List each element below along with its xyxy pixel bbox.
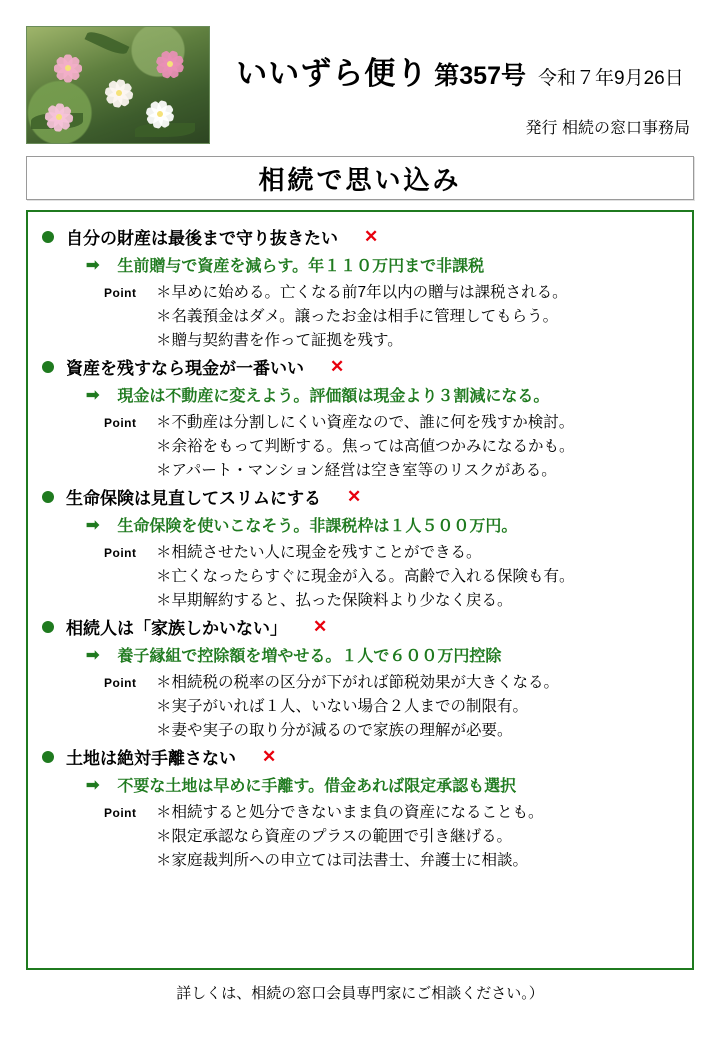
headline-text: 相続で思い込み — [258, 164, 462, 195]
point-row — [104, 694, 678, 716]
publisher-line: 発行 相続の窓口事務局 — [525, 120, 690, 137]
point-text: ＊余裕をもって判断する。焦っては高値つかみになるかも。 — [156, 438, 575, 455]
cross-mark-icon: ✕ — [313, 616, 328, 636]
arrow-right-icon: ➡ — [86, 776, 100, 794]
point-row — [104, 280, 678, 302]
topic-title: 自分の財産は最後まで守り抜きたい — [66, 229, 338, 248]
point-text: ＊贈与契約書を作って証拠を残す。 — [156, 332, 403, 349]
arrow-right-icon: ➡ — [86, 516, 100, 534]
point-row — [104, 718, 678, 740]
arrow-right-icon: ➡ — [86, 386, 100, 404]
arrow-right-icon: ➡ — [86, 646, 100, 664]
topic-item — [42, 744, 678, 870]
topic-advice — [42, 643, 678, 666]
point-row — [104, 304, 678, 326]
point-text: ＊早めに始める。亡くなる前7年以内の贈与は課税される。 — [156, 284, 568, 301]
newsletter-header — [26, 26, 694, 144]
topic-title: 資産を残すなら現金が一番いい — [66, 359, 304, 378]
point-row — [104, 564, 678, 586]
point-text: ＊相続税の税率の区分が下がれば節税効果が大きくなる。 — [156, 674, 560, 691]
point-row — [104, 328, 678, 350]
point-text: ＊アパート・マンション経営は空き室等のリスクがある。 — [156, 462, 557, 479]
bullet-icon — [42, 621, 54, 633]
topic-heading — [42, 224, 678, 249]
topic-item — [42, 224, 678, 350]
issue-date: 令和７年9月26日 — [538, 68, 684, 89]
point-list — [42, 280, 678, 350]
bullet-icon — [42, 751, 54, 763]
topic-advice — [42, 773, 678, 796]
issue-number: 第357号 — [434, 62, 526, 90]
point-label: Point — [104, 676, 137, 690]
topic-heading — [42, 354, 678, 379]
point-row — [104, 800, 678, 822]
advice-text: 生前贈与で資産を減らす。年１１０万円まで非課税 — [117, 258, 485, 275]
topic-item — [42, 484, 678, 610]
point-label: Point — [104, 286, 137, 300]
bullet-icon — [42, 231, 54, 243]
point-row — [104, 670, 678, 692]
point-list — [42, 410, 678, 480]
advice-text: 養子縁組で控除額を増やせる。１人で６００万円控除 — [117, 648, 502, 665]
topic-heading — [42, 744, 678, 769]
topic-item — [42, 614, 678, 740]
masthead-line — [226, 48, 694, 93]
newsletter-name: いいずら便り — [236, 56, 429, 91]
topic-advice — [42, 383, 678, 406]
flower-shape — [145, 99, 175, 129]
point-text: ＊実子がいれば１人、いない場合２人までの制限有。 — [156, 698, 529, 715]
topic-advice — [42, 253, 678, 276]
flower-shape — [53, 53, 83, 83]
point-text: ＊亡くなったらすぐに現金が入る。高齢で入れる保険も有。 — [156, 568, 575, 585]
bullet-icon — [42, 361, 54, 373]
point-row — [104, 540, 678, 562]
point-label: Point — [104, 546, 137, 560]
topic-title: 生命保険は見直してスリムにする — [66, 489, 321, 508]
point-text: ＊相続すると処分できないまま負の資産になることも。 — [156, 804, 544, 821]
point-row — [104, 434, 678, 456]
cosmos-flowers-photo — [26, 26, 210, 144]
headline-banner — [26, 156, 694, 200]
advice-text: 現金は不動産に変えよう。評価額は現金より３割減になる。 — [117, 388, 550, 405]
flower-shape — [101, 75, 137, 111]
arrow-right-icon: ➡ — [86, 256, 100, 274]
point-text: ＊家庭裁判所への申立ては司法書士、弁護士に相談。 — [156, 852, 529, 869]
cross-mark-icon: ✕ — [347, 486, 362, 506]
point-text: ＊限定承認なら資産のプラスの範囲で引き継げる。 — [156, 828, 513, 845]
cross-mark-icon: ✕ — [330, 356, 345, 376]
topics-container — [26, 210, 694, 970]
point-text: ＊不動産は分割しにくい資産なので、誰に何を残すか検討。 — [156, 414, 575, 431]
cross-mark-icon: ✕ — [364, 226, 379, 246]
footer-note: 詳しくは、相続の窓口会員専門家にご相談ください。） — [176, 985, 544, 1002]
flower-shape — [43, 101, 75, 133]
point-row — [104, 588, 678, 610]
point-text: ＊名義預金はダメ。譲ったお金は相手に管理してもらう。 — [156, 308, 559, 325]
point-row — [104, 848, 678, 870]
topic-advice — [42, 513, 678, 536]
advice-text: 不要な土地は早めに手離す。借金あれば限定承認も選択 — [117, 778, 517, 795]
point-label: Point — [104, 806, 137, 820]
topic-item — [42, 354, 678, 480]
topic-heading — [42, 484, 678, 509]
point-list — [42, 540, 678, 610]
topic-title: 相続人は「家族しかいない」 — [66, 619, 287, 638]
advice-text: 生命保険を使いこなそう。非課税枠は１人５００万円。 — [117, 518, 518, 535]
point-row — [104, 458, 678, 480]
point-text: ＊相続させたい人に現金を残すことができる。 — [156, 544, 482, 561]
topic-heading — [42, 614, 678, 639]
flower-shape — [153, 47, 187, 81]
point-text: ＊妻や実子の取り分が減るので家族の理解が必要。 — [156, 722, 513, 739]
point-row — [104, 824, 678, 846]
topic-title: 土地は絶対手離さない — [66, 749, 236, 768]
point-row — [104, 410, 678, 432]
masthead — [210, 26, 694, 138]
point-text: ＊早期解約すると、払った保険料より少なく戻る。 — [156, 592, 513, 609]
cross-mark-icon: ✕ — [262, 746, 277, 766]
point-list — [42, 670, 678, 740]
point-label: Point — [104, 416, 137, 430]
bullet-icon — [42, 491, 54, 503]
point-list — [42, 800, 678, 870]
